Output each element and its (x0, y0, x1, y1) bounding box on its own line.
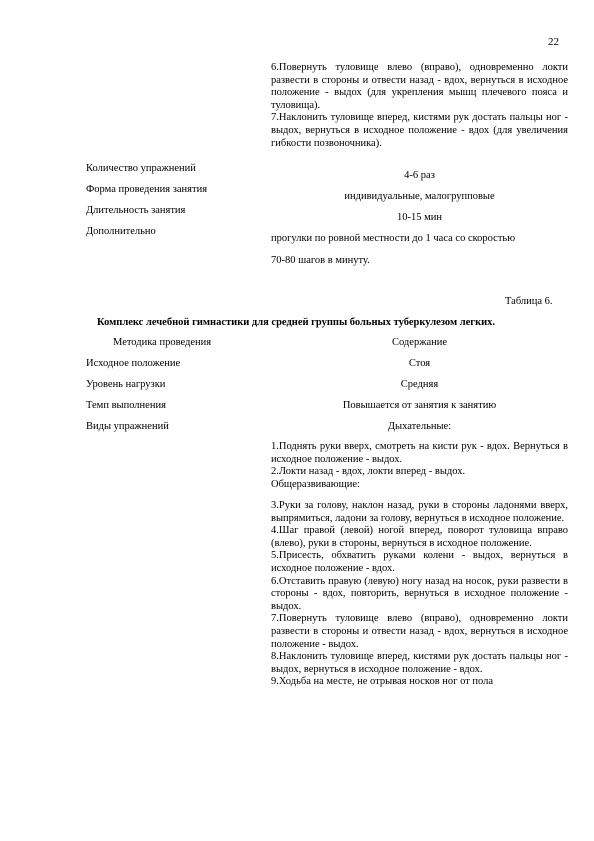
general-exercise-3: 3.Руки за голову, наклон назад, руки в стороны ладонями вверх, выпрямиться, ладони за голову, вернуться в исходное положение. (271, 500, 568, 524)
row-label-types: Виды упражнений (86, 421, 169, 432)
general-exercise-4: 4.Шаг правой (левой) ногой вперед, поворот туловища вправо (влево), руки в стороны, вернуться в исходное положение. (271, 525, 568, 549)
general-exercise-5: 5.Присесть, обхватить руками колени - выдох, вернуться в исходное положение - вдох. (271, 550, 568, 574)
header-left: Методика проведения (113, 337, 212, 348)
table5-exercises (271, 62, 568, 150)
row-label-extra: Дополнительно (86, 226, 156, 237)
row-value-position: Стоя (408, 358, 431, 369)
row-value-form: индивидуальные, малогрупповые (344, 191, 495, 202)
row-value-duration: 10-15 мин (396, 212, 442, 223)
breathing-exercise-1: 1.Поднять руки вверх, смотреть на кисти рук - вдох. Вернуться в исходное положение - выдох. (271, 441, 568, 465)
general-heading: Общеразвивающие: (271, 478, 360, 490)
row-label-tempo: Темп выполнения (86, 400, 166, 411)
row-label-count: Количество упражнений (86, 163, 196, 174)
row-value-extra-2: 70-80 шагов в минуту. (271, 255, 370, 266)
row-label-duration: Длительность занятия (86, 205, 186, 216)
exercise-6: 6.Повернуть туловище влево (вправо), одновременно локти развести в стороны и отвести назад - вдох, вернуться в исходное положение - выдох (для укрепления мышц плечевого пояса и туловища). (271, 62, 568, 111)
general-exercise-8: 8.Наклонить туловище вперед, кистями рук достать пальцы ног - выдох, вернуться в исходное положение - вдох. (271, 651, 568, 675)
table-title: Комплекс лечебной гимнастики для средней группы больных туберкулезом легких. (97, 317, 496, 328)
row-label-load: Уровень нагрузки (86, 379, 166, 390)
general-exercise-7: 7.Повернуть туловище влево (вправо), одновременно локти развести в стороны и отвести назад - вдох, вернуться в исходное положение - выдох. (271, 613, 568, 650)
page-number: 22 (548, 36, 559, 48)
general-exercises (271, 500, 568, 689)
row-value-types: Дыхательные: (387, 421, 452, 432)
exercise-7: 7.Наклонить туловище вперед, кистями рук достать пальцы ног - выдох, вернуться в исходное положение - вдох (для увеличения гибкости позвоночника). (271, 112, 568, 149)
row-value-tempo: Повышается от занятия к занятию (342, 400, 497, 411)
table-caption: Таблица 6. (505, 296, 553, 307)
row-label-position: Исходное положение (86, 358, 181, 369)
header-right: Содержание (391, 337, 448, 348)
breathing-exercises (271, 441, 568, 491)
row-label-form: Форма проведения занятия (86, 184, 208, 195)
row-value-load: Средняя (400, 379, 439, 390)
general-exercise-9: 9.Ходьба на месте, не отрывая носков ног от пола (271, 676, 494, 688)
general-exercise-6: 6.Отставить правую (левую) ногу назад на носок, руки развести в стороны - вдох, повторить, вернуться в исходное положение - выдох. (271, 575, 568, 612)
row-value-extra-1: прогулки по ровной местности до 1 часа со скоростью (271, 233, 516, 244)
breathing-exercise-2: 2.Локти назад - вдох, локти вперед - выдох. (271, 466, 466, 478)
row-value-count: 4-6 раз (404, 170, 435, 181)
